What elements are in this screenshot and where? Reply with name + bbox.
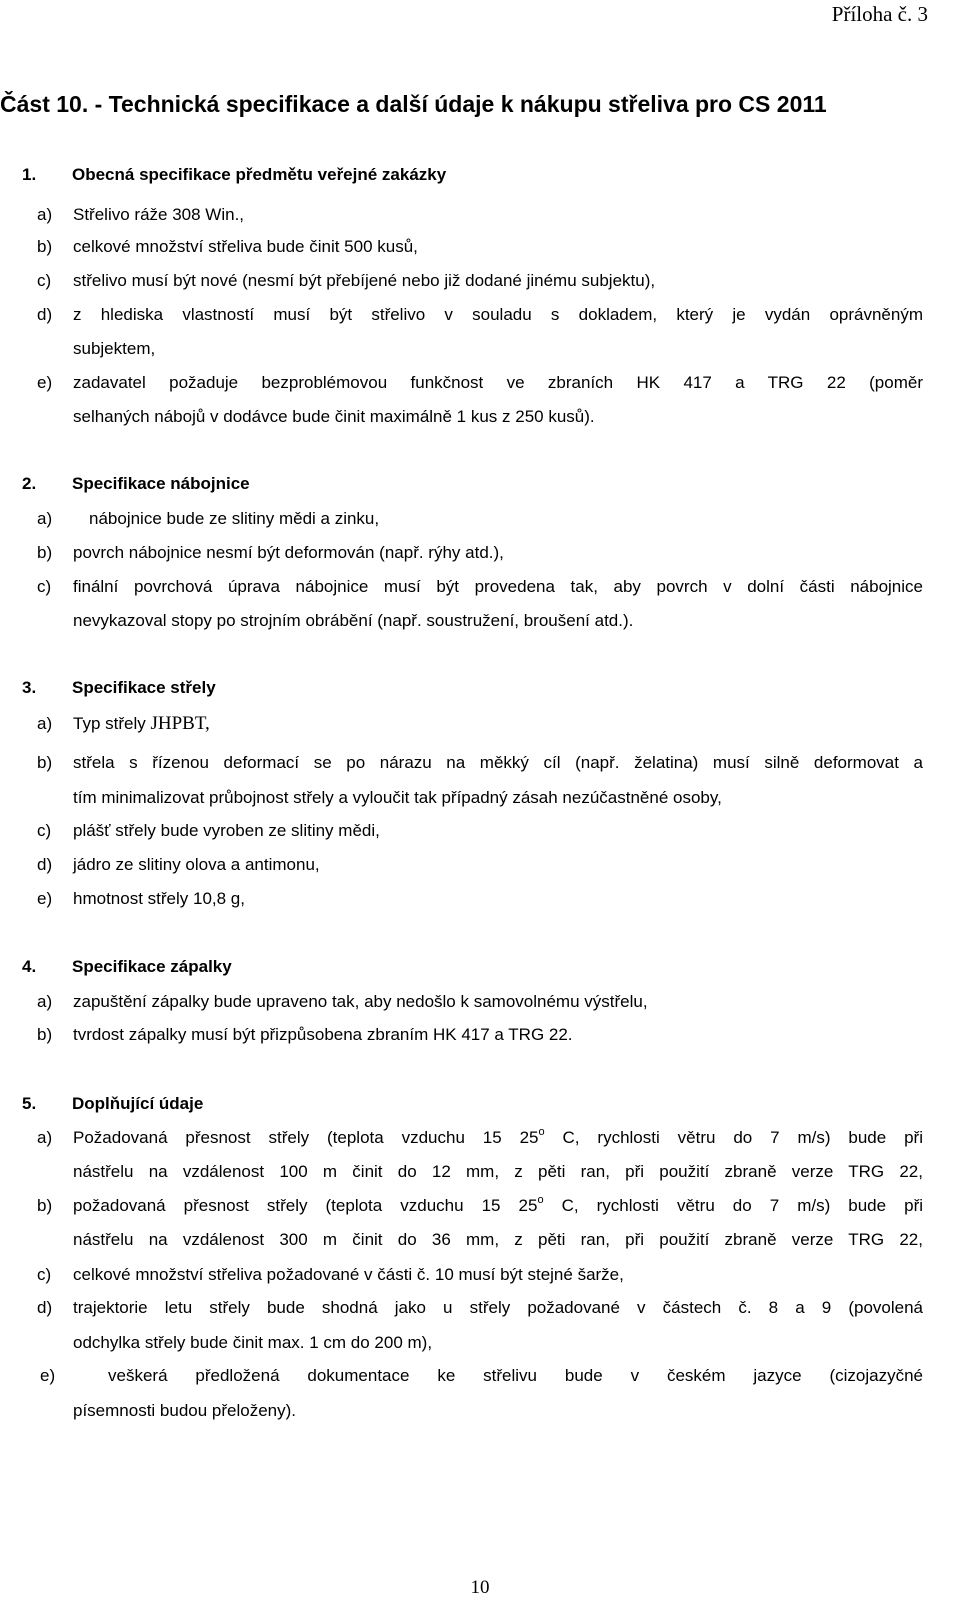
item-label: c) — [37, 1265, 52, 1284]
item-label: b) — [37, 543, 53, 562]
item-text: tvrdost zápalky musí být přizpůsobena zbraním HK 417 a TRG 22. — [73, 1025, 573, 1044]
degree-superscript: o — [537, 1194, 544, 1206]
text-part: C, rychlosti větru do 7 m/s) bude při — [543, 1196, 924, 1215]
degree-superscript: o — [538, 1126, 545, 1138]
item-text-continued: selhaných nábojů v dodávce bude činit maximálně 1 kus z 250 kusů). — [73, 407, 595, 426]
section-title: Specifikace zápalky — [72, 957, 232, 976]
item-text: z hlediska vlastností musí být střelivo v souladu s dokladem, který je vydán oprávněným — [73, 305, 923, 324]
item-label: d) — [37, 1298, 53, 1317]
item-text: nábojnice bude ze slitiny mědi a zinku, — [89, 509, 380, 528]
item-text: celkové množství střeliva bude činit 500 kusů, — [73, 237, 418, 256]
item-label: b) — [37, 1025, 53, 1044]
item-label: b) — [37, 237, 53, 256]
item-label: e) — [37, 889, 53, 908]
item-text: finální povrchová úprava nábojnice musí být provedena tak, aby povrch v dolní části nábojnice — [73, 577, 923, 596]
item-label: b) — [37, 753, 53, 772]
section-number: 2. — [22, 474, 37, 493]
item-label: d) — [37, 305, 53, 324]
text-part: C, rychlosti větru do 7 m/s) bude při — [544, 1128, 923, 1147]
section-title: Specifikace nábojnice — [72, 474, 250, 493]
section-title: Specifikace střely — [72, 678, 216, 697]
item-label: b) — [37, 1196, 53, 1215]
item-text: hmotnost střely 10,8 g, — [73, 889, 245, 908]
item-text: zadavatel požaduje bezproblémovou funkčnost ve zbraních HK 417 a TRG 22 (poměr — [73, 373, 923, 392]
bullet-type-value: JHPBT, — [150, 713, 210, 734]
item-label: c) — [37, 821, 52, 840]
item-text-continued: nevykazoval stopy po strojním obrábění (např. soustružení, broušení atd.). — [73, 611, 634, 630]
item-text: zapuštění zápalky bude upraveno tak, aby nedošlo k samovolnému výstřelu, — [73, 992, 648, 1011]
item-label: e) — [37, 373, 53, 392]
item-label: a) — [37, 1128, 53, 1147]
item-text-continued: subjektem, — [73, 339, 156, 358]
section-2-heading — [22, 474, 250, 494]
item-text: povrch nábojnice nesmí být deformován (např. rýhy atd.), — [73, 543, 504, 562]
item-text — [73, 714, 210, 734]
section-title: Doplňující údaje — [72, 1094, 204, 1113]
item-text — [73, 1128, 923, 1150]
section-title: Obecná specifikace předmětu veřejné zakázky — [72, 165, 447, 184]
text-part: Požadovaná přesnost střely (teplota vzduchu 15 25 — [73, 1128, 539, 1147]
annex-label: Příloha č. 3 — [831, 2, 928, 26]
item-text-prefix: Typ střely — [73, 714, 151, 733]
section-4-heading — [22, 957, 232, 977]
section-number: 1. — [22, 165, 37, 184]
item-label: a) — [37, 992, 53, 1011]
item-text: střela s řízenou deformací se po nárazu na měkký cíl (např. želatina) musí silně deformovat a — [73, 753, 923, 772]
item-text: Střelivo ráže 308 Win., — [73, 205, 245, 224]
section-number: 3. — [22, 678, 37, 697]
item-label: a) — [37, 205, 53, 224]
section-3-heading — [22, 678, 216, 698]
section-number: 5. — [22, 1094, 37, 1113]
item-label: c) — [37, 577, 52, 596]
item-text — [73, 1196, 923, 1218]
text-part: požadovaná přesnost střely (teplota vzduchu 15 25 — [73, 1196, 538, 1215]
section-1-heading — [22, 165, 446, 185]
item-text: střelivo musí být nové (nesmí být přebíjené nebo již dodané jinému subjektu), — [73, 271, 656, 290]
page-number: 10 — [470, 1577, 490, 1598]
item-text-continued: tím minimalizovat průbojnost střely a vyloučit tak případný zásah nezúčastněné osoby, — [73, 788, 722, 807]
section-5-heading — [22, 1094, 203, 1114]
section-number: 4. — [22, 957, 37, 976]
item-text-continued: nástřelu na vzdálenost 100 m činit do 12 mm, z pěti ran, při použití zbraně verze TRG 22, — [73, 1162, 923, 1181]
item-label: c) — [37, 271, 52, 290]
item-label: a) — [37, 714, 53, 733]
item-label: a) — [37, 509, 53, 528]
item-text: jádro ze slitiny olova a antimonu, — [73, 855, 320, 874]
item-text: trajektorie letu střely bude shodná jako u střely požadované v částech č. 8 a 9 (povolená — [73, 1298, 923, 1317]
document-title: Část 10. - Technická specifikace a další údaje k nákupu střeliva pro CS 2011 — [0, 91, 827, 117]
item-text-continued: nástřelu na vzdálenost 300 m činit do 36 mm, z pěti ran, při použití zbraně verze TRG 22, — [73, 1230, 923, 1249]
item-label: e) — [40, 1366, 56, 1385]
item-text-continued: písemnosti budou přeloženy). — [73, 1401, 297, 1420]
item-text: celkové množství střeliva požadované v části č. 10 musí být stejné šarže, — [73, 1265, 624, 1284]
item-text: plášť střely bude vyroben ze slitiny mědi, — [73, 821, 380, 840]
item-text-continued: odchylka střely bude činit max. 1 cm do 200 m), — [73, 1333, 433, 1352]
item-label: d) — [37, 855, 53, 874]
item-text: veškerá předložená dokumentace ke střelivu bude v českém jazyce (cizojazyčné — [108, 1366, 923, 1385]
